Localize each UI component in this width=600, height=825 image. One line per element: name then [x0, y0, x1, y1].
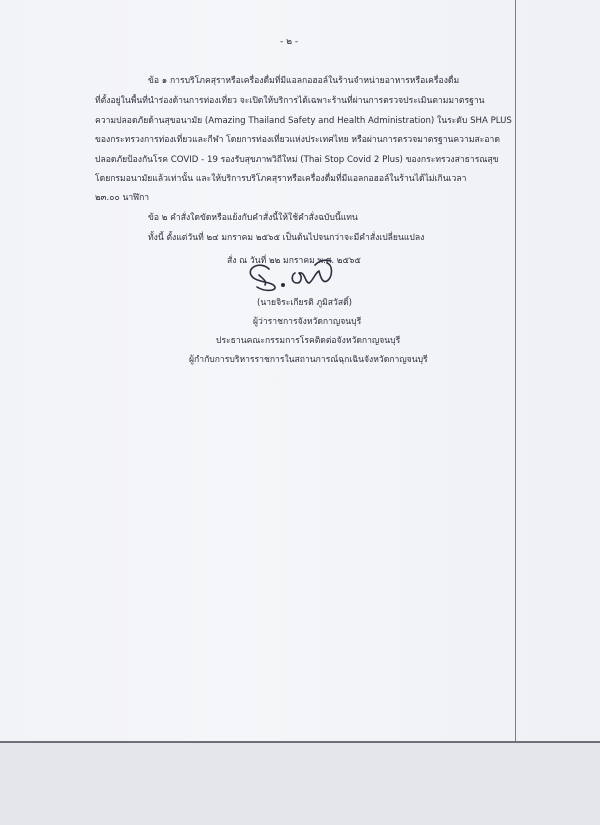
handwritten-signature — [243, 257, 343, 293]
clause-1-line-4: ของกระทรวงการท่องเที่ยวและกีฬา โดยการท่องเที่ยวแห่งประเทศไทย หรือผ่านการตรวจมาตรฐานความสะอาด — [95, 135, 500, 145]
signatory-name: (นายจิระเกียรติ ภูมิสวัสดิ์) — [257, 298, 353, 308]
ordered-date: สั่ง ณ วันที่ ๒๒ มกราคม พ.ศ. ๒๕๖๕ — [227, 256, 361, 266]
page-number: - ๒ - — [280, 37, 299, 47]
signatory-title-committee: ประธานคณะกรรมการโรคติดต่อจังหวัดกาญจนบุรี — [216, 336, 401, 346]
clause-1-line-3: ความปลอดภัยด้านสุขอนามัย (Amazing Thailand Safety and Health Administration) ในระดับ SHA PLUS — [95, 116, 512, 126]
signatory-title-emergency: ผู้กำกับการบริหารราชการในสถานการณ์ฉุกเฉินจังหวัดกาญจนบุรี — [189, 355, 428, 365]
clause-1-line-2: ที่ตั้งอยู่ในพื้นที่นำร่องด้านการท่องเที่ยว จะเปิดให้บริการได้เฉพาะร้านที่ผ่านการตรวจประเมินตามมาตรฐาน — [95, 96, 485, 106]
clause-1-line-7: ๒๓.๐๐ นาฬิกา — [95, 193, 150, 203]
effective-date-statement: ทั้งนี้ ตั้งแต่วันที่ ๒๔ มกราคม ๒๕๖๕ เป็นต้นไปจนกว่าจะมีคำสั่งเปลี่ยนแปลง — [148, 233, 425, 243]
clause-1-line-1: ข้อ ๑ การบริโภคสุราหรือเครื่องดื่มที่มีแอลกอฮอล์ในร้านจำหน่ายอาหารหรือเครื่องดื่ม — [148, 76, 460, 86]
clause-2: ข้อ ๒ คำสั่งใดขัดหรือแย้งกับคำสั่งนี้ให้ใช้คำสั่งฉบับนี้แทน — [148, 213, 358, 223]
clause-1-line-6: โดยกรมอนามัยแล้วเท่านั้น และให้บริการบริโภคสุราหรือเครื่องดื่มที่มีแอลกอฮอล์ในร้านได้ไม่เกินเวลา — [95, 174, 467, 184]
below-page-area — [0, 743, 600, 825]
signatory-title-governor: ผู้ว่าราชการจังหวัดกาญจนบุรี — [253, 317, 362, 327]
clause-1-line-5: ปลอดภัยป้องกันโรค COVID - 19 รองรับสุขภาพวิถีใหม่ (Thai Stop Covid 2 Plus) ของกระทรวงสาธารณสุข — [95, 155, 499, 165]
page-edge-right — [515, 0, 516, 742]
